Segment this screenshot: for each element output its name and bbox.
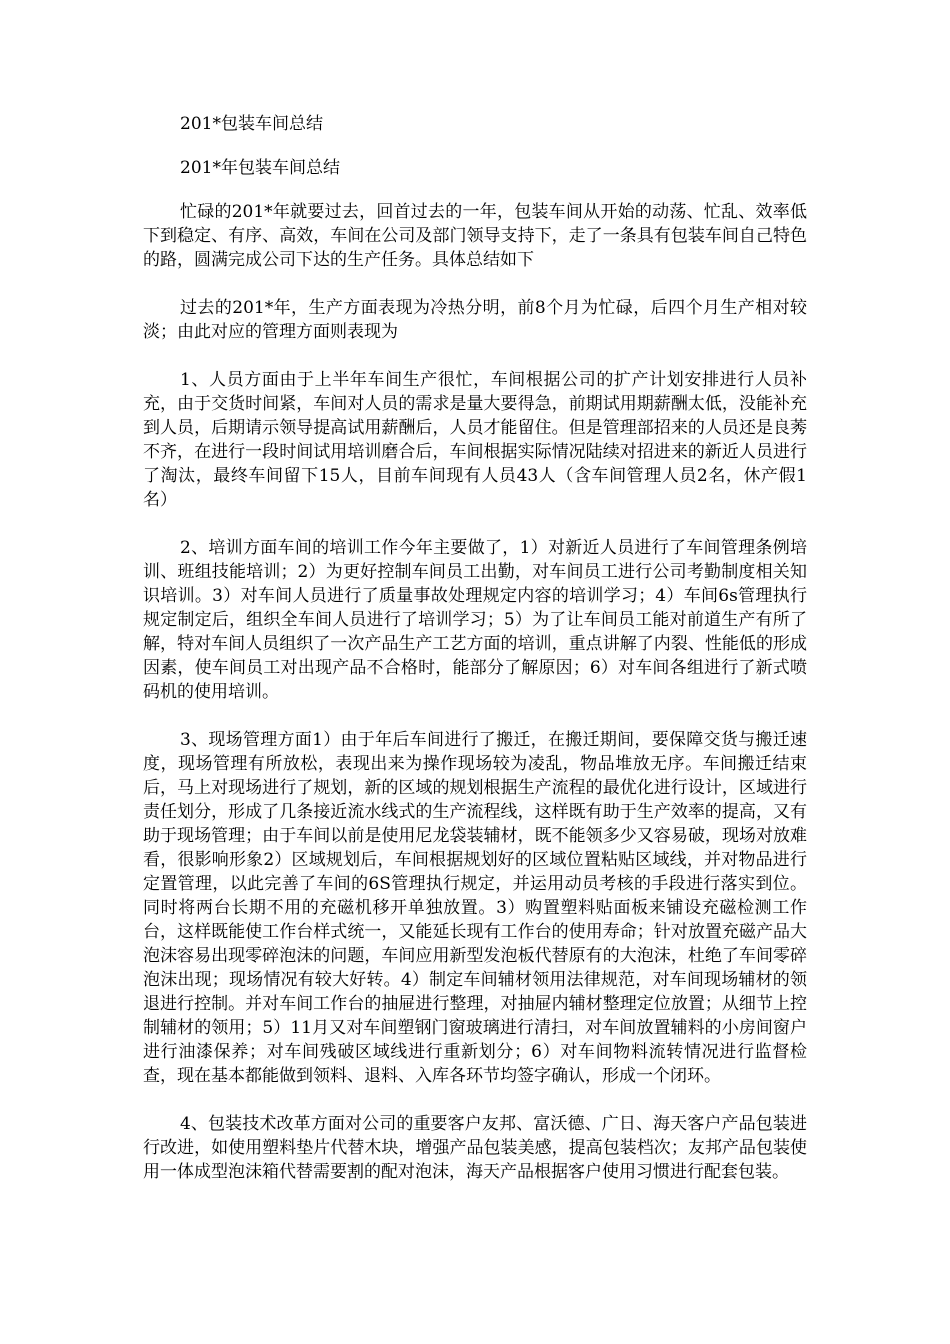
document-title: 201*包装车间总结 — [180, 114, 323, 134]
packaging-tech-paragraph: 4、包装技术改革方面对公司的重要客户友邦、富沃德、广日、海天客户产品包装进行改进，如使用塑料垫片代替木块，增强产品包装美感，提高包装档次；友邦产品包装使用一体成型泡沫箱代替需要割的配对泡沫，海天产品根据客户使用习惯进行配套包装。 — [143, 1114, 807, 1182]
personnel-paragraph: 1、人员方面由于上半年车间生产很忙，车间根据公司的扩产计划安排进行人员补充，由于交货时间紧，车间对人员的需求是量大要得急，前期试用期薪酬太低，没能补充到人员，后期请示领导提高试用薪酬后，人员才能留住。但是管理部招来的人员还是良莠不齐，在进行一段时间试用培训磨合后，车间根据实际情况陆续对招进来的新近人员进行了淘汰，最终车间留下15人，目前车间现有人员43人（含车间管理人员2名，休产假1名） — [143, 370, 807, 510]
intro-paragraph: 忙碌的201*年就要过去，回首过去的一年，包装车间从开始的动荡、忙乱、效率低下到稳定、有序、高效，车间在公司及部门领导支持下，走了一条具有包装车间自己特色的路，圆满完成公司下达的生产任务。具体总结如下 — [143, 202, 807, 270]
document-page — [143, 112, 807, 1208]
overview-paragraph: 过去的201*年，生产方面表现为冷热分明，前8个月为忙碌，后四个月生产相对较淡；由此对应的管理方面则表现为 — [143, 298, 807, 342]
training-paragraph: 2、培训方面车间的培训工作今年主要做了，1）对新近人员进行了车间管理条例培训、班组技能培训；2）为更好控制车间员工出勤，对车间员工进行公司考勤制度相关知识培训。3）对车间人员进行了质量事故处理规定内容的培训学习；4）车间6s管理执行规定制定后，组织全车间人员进行了培训学习；5）为了让车间员工能对前道生产有所了解，特对车间人员组织了一次产品生产工艺方面的培训，重点讲解了内裂、性能低的形成因素，使车间员工对出现产品不合格时，能部分了解原因；6）对车间各组进行了新式喷码机的使用培训。 — [143, 538, 807, 702]
site-management-paragraph: 3、现场管理方面1）由于年后车间进行了搬迁，在搬迁期间，要保障交货与搬迁速度，现场管理有所放松，表现出来为操作现场较为凌乱，物品堆放无序。车间搬迁结束后，马上对现场进行了规划，新的区域的规划根据生产流程的最优化进行设计，区域进行责任划分，形成了几条接近流水线式的生产流程线，这样既有助于生产效率的提高，又有助于现场管理；由于车间以前是使用尼龙袋装辅材，既不能领多少又容易破，现场对放难看，很影响形象2）区域规划后，车间根据规划好的区域位置粘贴区域线，并对物品进行定置管理，以此完善了车间的6S管理执行规定，并运用动员考核的手段进行落实到位。同时将两台长期不用的充磁机移开单独放置。3）购置塑料贴面板来铺设充磁检测工作台，这样既能使工作台样式统一，又能延长现有工作台的使用寿命；针对放置充磁产品大泡沫容易出现零碎泡沫的问题，车间应用新型发泡板代替原有的大泡沫，杜绝了车间零碎泡沫出现；现场情况有较大好转。4）制定车间辅材领用法律规范，对车间现场辅材的领退进行控制。并对车间工作台的抽屉进行整理，对抽屉内辅材整理定位放置；从细节上控制辅材的领用；5）11月又对车间塑钢门窗玻璃进行清扫，对车间放置辅料的小房间窗户进行油漆保养；对车间残破区域线进行重新划分；6）对车间物料流转情况进行监督检查，现在基本都能做到领料、退料、入库各环节均签字确认，形成一个闭环。 — [143, 730, 807, 1086]
document-subtitle: 201*年包装车间总结 — [180, 158, 340, 178]
